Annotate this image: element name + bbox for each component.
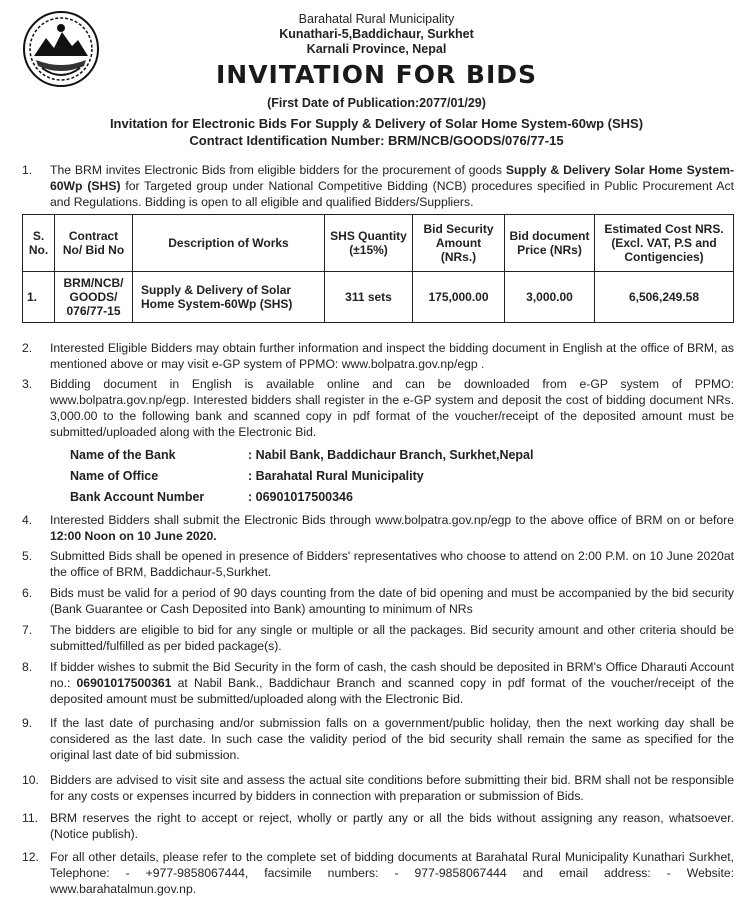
paragraph-number: 3. bbox=[22, 377, 33, 391]
bank-name-value: : Nabil Bank, Baddichaur Branch, Surkhet,Nepal bbox=[248, 448, 534, 462]
text-part: The BRM invites Electronic Bids from eligible bidders for the procurement of goods bbox=[50, 163, 506, 177]
quantity: 311 sets bbox=[325, 272, 413, 323]
paragraph-text: Bidders are advised to visit site and assess the actual site conditions before submitting their bid. BRM shall not be responsible for any costs or expenses incurred by bidders in connection with preparation or submission of Bids. bbox=[50, 773, 734, 803]
text-part: at Nabil Bank., Baddichaur Branch and scanned copy in pdf format of the voucher/receipt of the deposited amount must be submitted/uploaded along with the Electronic Bid. bbox=[50, 676, 734, 706]
paragraph-text: Submitted Bids shall be opened in presence of Bidders' representatives who choose to attend on 2:00 P.M. on 10 June 2020at the office of BRM, Baddichaur-5,Surkhet. bbox=[50, 549, 734, 579]
municipality-emblem-icon bbox=[22, 10, 100, 88]
text-part: for Targeted group under National Competitive Bidding (NCB) procedures specified in Public Procurement Act and Regulations. Bidding is open to all eligible and qualified Bidders/Suppliers. bbox=[50, 179, 734, 209]
paragraph-number: 5. bbox=[22, 549, 33, 563]
org-province: Karnali Province, Nepal bbox=[306, 42, 447, 56]
paragraph-number: 7. bbox=[22, 623, 33, 637]
paragraph-number: 12. bbox=[22, 850, 39, 864]
paragraph-text: Interested Eligible Bidders may obtain further information and inspect the bidding document in English at the office of BRM, as mentioned above or may visit e-GP system of PPMO: www.bolpatra.gov.np/egp . bbox=[50, 341, 734, 371]
bid-security: 175,000.00 bbox=[413, 272, 505, 323]
subtitle bbox=[40, 115, 713, 149]
dharauti-account-number: 06901017500361 bbox=[76, 676, 172, 690]
serial-number: 1. bbox=[23, 272, 55, 323]
paragraph-number: 9. bbox=[22, 716, 33, 730]
column-header: SHS Quantity (±15%) bbox=[325, 215, 413, 272]
paragraph-number: 8. bbox=[22, 660, 33, 674]
document-price: 3,000.00 bbox=[505, 272, 595, 323]
paragraph-text bbox=[50, 659, 734, 707]
contract-number: BRM/NCB/ GOODS/ 076/77-15 bbox=[55, 272, 133, 323]
account-number-label: Bank Account Number bbox=[70, 490, 205, 504]
paragraph-text: Bidding document in English is available online and can be downloaded from e-GP system of PPMO: www.bolpatra.gov.np/egp. Interested bidders shall register in the e-GP system and deposit the cost of bidding document NRs. 3,000.00 to the following bank and scanned copy in pdf format of the voucher/receipt of the deposited amount must be submitted/uploaded along with the Electronic Bid. bbox=[50, 377, 734, 439]
table-header-row bbox=[23, 215, 734, 272]
paragraph-number: 1. bbox=[22, 163, 33, 177]
paragraph-text: Bids must be valid for a period of 90 days counting from the date of bid opening and must be accompanied by the bid security (Bank Guarantee or Cash Deposited into Bank) amounting to minimum of NRs bbox=[50, 586, 734, 616]
paragraph-text: BRM reserves the right to accept or reject, wholly or partly any or all the bids without assigning any reason, whatsoever. (Notice publish). bbox=[50, 811, 734, 841]
text-part: If bidder wishes to submit the Bid Security in the form of cash, the cash should be deposited in BRM's Office Dharauti Account no.: bbox=[50, 660, 734, 690]
column-header: S. No. bbox=[23, 215, 55, 272]
description: Supply & Delivery of Solar Home System-60Wp (SHS) bbox=[133, 272, 325, 323]
bank-name-label: Name of the Bank bbox=[70, 448, 176, 462]
org-address: Kunathari-5,Baddichaur, Surkhet bbox=[279, 27, 474, 41]
bid-table bbox=[22, 214, 734, 323]
org-name: Barahatal Rural Municipality bbox=[298, 12, 455, 26]
column-header: Description of Works bbox=[133, 215, 325, 272]
column-header: Bid Security Amount (NRs.) bbox=[413, 215, 505, 272]
table-row bbox=[23, 272, 734, 323]
subtitle-line-2: Contract Identification Number: BRM/NCB/GOODS/076/77-15 bbox=[189, 133, 564, 148]
account-number-value: : 06901017500346 bbox=[248, 490, 353, 504]
text-part: Interested Bidders shall submit the Electronic Bids through www.bolpatra.gov.np/egp to the above office of BRM on or before bbox=[50, 513, 734, 527]
publication-date: (First Date of Publication:2077/01/29) bbox=[267, 96, 486, 110]
paragraph-number: 10. bbox=[22, 773, 39, 787]
office-name-value: : Barahatal Rural Municipality bbox=[248, 469, 424, 483]
paragraph-number: 6. bbox=[22, 586, 33, 600]
goods-name: Supply & Delivery Solar Home System-60Wp (SHS) bbox=[50, 163, 734, 193]
paragraph-number: 11. bbox=[22, 811, 39, 825]
estimated-cost: 6,506,249.58 bbox=[595, 272, 734, 323]
paragraph-text: The bidders are eligible to bid for any single or multiple or all the packages. Bid security amount and other criteria should be submitted/fulfilled as per bided package(s). bbox=[50, 623, 734, 653]
office-name-label: Name of Office bbox=[70, 469, 159, 483]
paragraph-text bbox=[50, 162, 734, 210]
paragraph-text: For all other details, please refer to the complete set of bidding documents at Barahatal Rural Municipality Kunathari Surkhet, Telephone: - +977-9858067444, facsimile numbers: - 977-9858067444 and email address: - Website: www.barahatalmun.gov.np. bbox=[50, 850, 734, 896]
column-header: Contract No/ Bid No bbox=[55, 215, 133, 272]
deadline: 12:00 Noon on 10 June 2020. bbox=[50, 529, 217, 543]
subtitle-line-1: Invitation for Electronic Bids For Supply & Delivery of Solar Home System-60wp (SHS) bbox=[109, 116, 644, 131]
paragraph-text: If the last date of purchasing and/or submission falls on a government/public holiday, then the next working day shall be considered as the last date. In such case the validity period of the bid security shall remain the same as specified for the original last date of bid submission. bbox=[50, 716, 734, 762]
paragraph-text bbox=[50, 512, 734, 544]
paragraph-number: 2. bbox=[22, 341, 33, 355]
page-title: INVITATION FOR BIDS bbox=[215, 60, 538, 89]
column-header: Estimated Cost NRS. (Excl. VAT, P.S and Contigencies) bbox=[595, 215, 734, 272]
column-header: Bid document Price (NRs) bbox=[505, 215, 595, 272]
paragraph-number: 4. bbox=[22, 513, 33, 527]
